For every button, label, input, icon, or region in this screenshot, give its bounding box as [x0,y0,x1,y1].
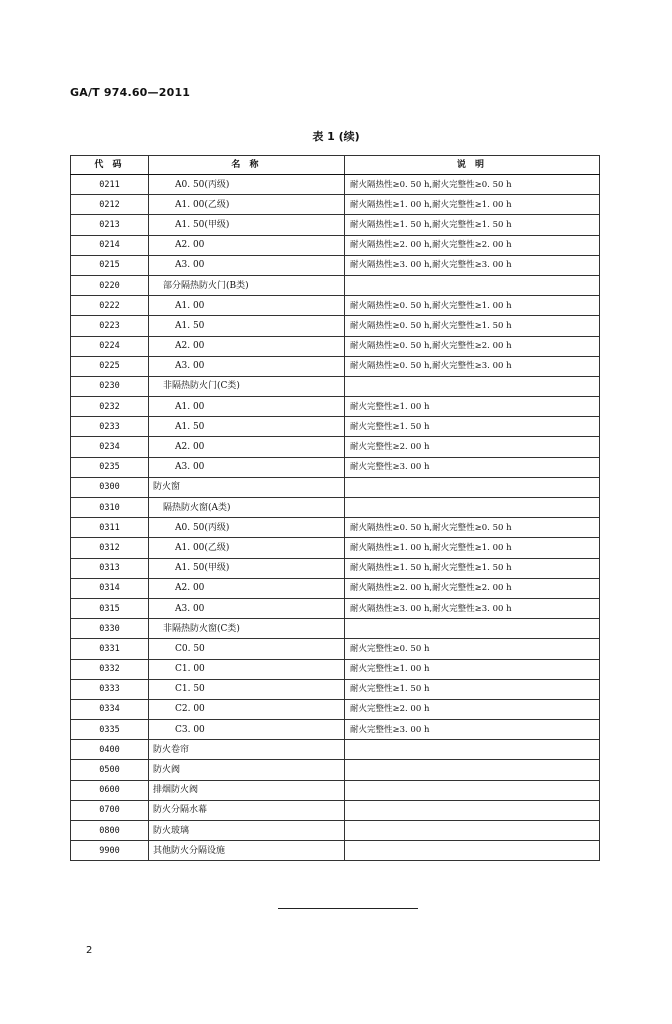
description-cell: 耐火隔热性≥1. 00 h,耐火完整性≥1. 00 h [345,195,600,215]
table-row [71,275,600,295]
name-cell: C2. 00 [149,699,345,719]
table-row [71,255,600,275]
table-row [71,538,600,558]
name-cell: 其他防火分隔设施 [149,841,345,861]
code-cell: 0311 [71,518,149,538]
description-cell: 耐火隔热性≥1. 00 h,耐火完整性≥1. 00 h [345,538,600,558]
table-body [71,175,600,861]
name-cell: 非隔热防火窗(C类) [149,619,345,639]
code-cell: 0224 [71,336,149,356]
description-cell [345,275,600,295]
name-cell: A3. 00 [149,457,345,477]
name-cell: A0. 50(丙级) [149,518,345,538]
description-cell: 耐火隔热性≥1. 50 h,耐火完整性≥1. 50 h [345,558,600,578]
code-cell: 0215 [71,255,149,275]
name-cell: A2. 00 [149,235,345,255]
name-cell: 部分隔热防火门(B类) [149,275,345,295]
name-cell: C1. 00 [149,659,345,679]
code-cell: 0232 [71,397,149,417]
code-cell: 0333 [71,679,149,699]
name-cell: C0. 50 [149,639,345,659]
table-row [71,619,600,639]
name-cell: A1. 00(乙级) [149,195,345,215]
name-cell: A1. 50 [149,316,345,336]
code-cell: 0300 [71,477,149,497]
description-cell: 耐火隔热性≥0. 50 h,耐火完整性≥3. 00 h [345,356,600,376]
table-row [71,336,600,356]
table-row [71,558,600,578]
table-row [71,578,600,598]
description-cell: 耐火隔热性≥0. 50 h,耐火完整性≥0. 50 h [345,175,600,195]
description-cell: 耐火隔热性≥0. 50 h,耐火完整性≥1. 50 h [345,316,600,336]
code-cell: 0211 [71,175,149,195]
description-cell [345,477,600,497]
description-cell: 耐火隔热性≥0. 50 h,耐火完整性≥1. 00 h [345,296,600,316]
code-cell: 0222 [71,296,149,316]
code-cell: 0334 [71,699,149,719]
description-cell: 耐火完整性≥0. 50 h [345,639,600,659]
name-cell: 防火玻璃 [149,821,345,841]
description-cell [345,498,600,518]
description-cell [345,376,600,396]
table-row [71,457,600,477]
code-cell: 0400 [71,740,149,760]
name-cell: A2. 00 [149,437,345,457]
table-row [71,477,600,497]
name-cell: A1. 00 [149,397,345,417]
footer-rule [278,908,418,909]
description-cell: 耐火完整性≥2. 00 h [345,437,600,457]
code-cell: 0220 [71,275,149,295]
name-cell: A3. 00 [149,356,345,376]
code-cell: 9900 [71,841,149,861]
name-cell: 防火分隔水幕 [149,800,345,820]
description-cell: 耐火完整性≥3. 00 h [345,720,600,740]
header-name: 名 称 [149,156,345,175]
code-cell: 0234 [71,437,149,457]
table-row [71,376,600,396]
name-cell: A0. 50(丙级) [149,175,345,195]
description-cell: 耐火隔热性≥2. 00 h,耐火完整性≥2. 00 h [345,235,600,255]
table-row [71,598,600,618]
table-row [71,720,600,740]
header-code: 代 码 [71,156,149,175]
table-row [71,397,600,417]
table-row [71,760,600,780]
name-cell: A3. 00 [149,255,345,275]
code-cell: 0230 [71,376,149,396]
description-cell: 耐火隔热性≥3. 00 h,耐火完整性≥3. 00 h [345,598,600,618]
fire-separation-code-table [70,155,600,861]
table-row [71,659,600,679]
table-row [71,800,600,820]
name-cell: A2. 00 [149,336,345,356]
name-cell: 非隔热防火门(C类) [149,376,345,396]
description-cell: 耐火完整性≥1. 50 h [345,679,600,699]
name-cell: A2. 00 [149,578,345,598]
code-cell: 0335 [71,720,149,740]
description-cell [345,740,600,760]
table-row [71,841,600,861]
table-header [71,156,600,175]
document-code-header: GA/T 974.60—2011 [70,86,191,99]
description-cell: 耐火隔热性≥0. 50 h,耐火完整性≥2. 00 h [345,336,600,356]
code-cell: 0212 [71,195,149,215]
code-cell: 0213 [71,215,149,235]
code-cell: 0223 [71,316,149,336]
table-row [71,417,600,437]
table-header-row [71,156,600,175]
code-cell: 0331 [71,639,149,659]
description-cell [345,800,600,820]
table-row [71,639,600,659]
description-cell: 耐火隔热性≥1. 50 h,耐火完整性≥1. 50 h [345,215,600,235]
code-cell: 0310 [71,498,149,518]
description-cell: 耐火隔热性≥0. 50 h,耐火完整性≥0. 50 h [345,518,600,538]
description-cell: 耐火完整性≥1. 00 h [345,397,600,417]
name-cell: 防火卷帘 [149,740,345,760]
description-cell [345,780,600,800]
table-row [71,175,600,195]
table-row [71,518,600,538]
name-cell: 排烟防火阀 [149,780,345,800]
code-cell: 0233 [71,417,149,437]
name-cell: 防火阀 [149,760,345,780]
name-cell: A1. 50(甲级) [149,215,345,235]
code-cell: 0225 [71,356,149,376]
code-cell: 0330 [71,619,149,639]
code-cell: 0700 [71,800,149,820]
table-row [71,740,600,760]
name-cell: A1. 00(乙级) [149,538,345,558]
code-cell: 0800 [71,821,149,841]
table-row [71,498,600,518]
table-row [71,780,600,800]
description-cell: 耐火隔热性≥3. 00 h,耐火完整性≥3. 00 h [345,255,600,275]
code-cell: 0235 [71,457,149,477]
table-row [71,235,600,255]
table-row [71,821,600,841]
description-cell [345,760,600,780]
table-row [71,195,600,215]
description-cell: 耐火完整性≥2. 00 h [345,699,600,719]
name-cell: 隔热防火窗(A类) [149,498,345,518]
name-cell: 防火窗 [149,477,345,497]
name-cell: A1. 50(甲级) [149,558,345,578]
code-cell: 0312 [71,538,149,558]
code-cell: 0500 [71,760,149,780]
description-cell [345,821,600,841]
page-number: 2 [86,945,93,956]
table-row [71,215,600,235]
description-cell: 耐火完整性≥1. 00 h [345,659,600,679]
code-cell: 0314 [71,578,149,598]
code-cell: 0332 [71,659,149,679]
header-description: 说 明 [345,156,600,175]
table-row [71,316,600,336]
code-cell: 0214 [71,235,149,255]
description-cell [345,619,600,639]
description-cell: 耐火完整性≥1. 50 h [345,417,600,437]
table-row [71,437,600,457]
description-cell: 耐火完整性≥3. 00 h [345,457,600,477]
code-cell: 0313 [71,558,149,578]
table-row [71,699,600,719]
name-cell: A1. 50 [149,417,345,437]
table-row [71,356,600,376]
name-cell: A3. 00 [149,598,345,618]
table-row [71,296,600,316]
description-cell [345,841,600,861]
name-cell: A1. 00 [149,296,345,316]
name-cell: C1. 50 [149,679,345,699]
description-cell: 耐火隔热性≥2. 00 h,耐火完整性≥2. 00 h [345,578,600,598]
name-cell: C3. 00 [149,720,345,740]
table-row [71,679,600,699]
code-cell: 0315 [71,598,149,618]
code-cell: 0600 [71,780,149,800]
table-caption: 表 1 (续) [312,130,360,143]
